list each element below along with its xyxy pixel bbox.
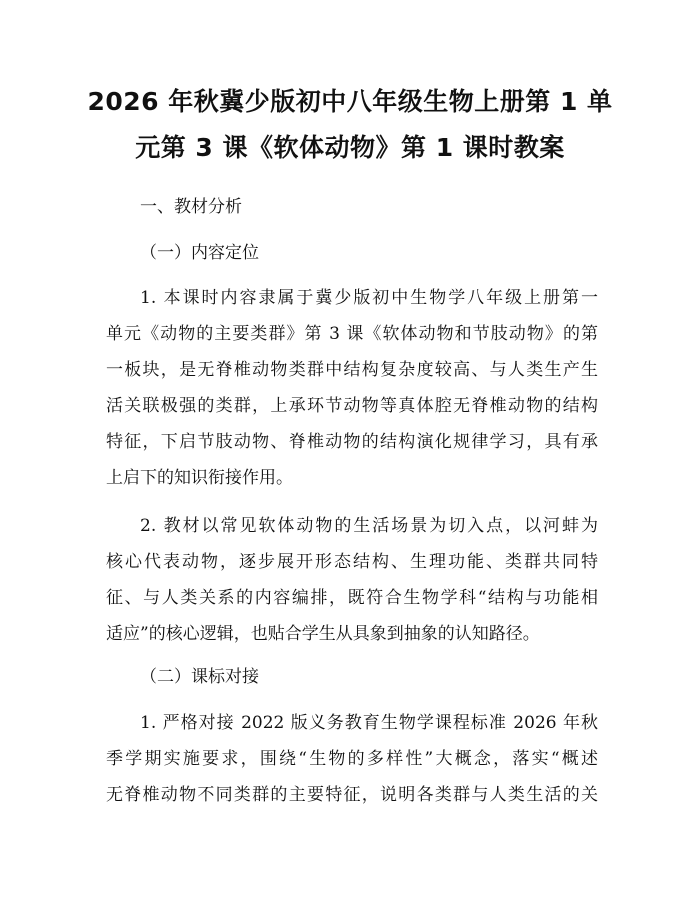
- paragraph-line: 无脊椎动物不同类群的主要特征，说明各类群与人类生活的关: [106, 785, 598, 805]
- paragraph-line: 活关联极强的类群，上承环节动物等真体腔无脊椎动物的结构: [106, 396, 598, 416]
- paragraph-curriculum-alignment-1: [106, 705, 598, 813]
- paragraph-line: 核心代表动物，逐步展开形态结构、生理功能、类群共同特: [106, 552, 598, 572]
- document-title-line-1: 2026 年秋冀少版初中八年级生物上册第 1 单: [87, 87, 613, 116]
- subsection-heading-content-positioning: （一）内容定位: [140, 243, 259, 263]
- paragraph-line: 2. 教材以常见软体动物的生活场景为切入点，以河蚌为: [140, 516, 598, 536]
- paragraph-line: 季学期实施要求，围绕“生物的多样性”大概念，落实“概述: [106, 749, 598, 769]
- paragraph-line: 1. 严格对接 2022 版义务教育生物学课程标准 2026 年秋: [140, 713, 598, 733]
- paragraph-line: 单元《动物的主要类群》第 3 课《软体动物和节肢动物》的第: [106, 324, 598, 344]
- paragraph-content-positioning-2: [106, 508, 598, 652]
- paragraph-content-positioning-1: [106, 280, 598, 496]
- paragraph-line: 征、与人类关系的内容编排，既符合生物学科“结构与功能相: [106, 588, 598, 608]
- paragraph-line: 一板块，是无脊椎动物类群中结构复杂度较高、与人类生产生: [106, 360, 598, 380]
- section-heading-textbook-analysis: 一、教材分析: [140, 197, 242, 217]
- subsection-heading-curriculum-alignment: （二）课标对接: [140, 667, 259, 687]
- paragraph-line: 上启下的知识衔接作用。: [106, 468, 293, 488]
- document-title-line-2: 元第 3 课《软体动物》第 1 课时教案: [135, 133, 565, 162]
- paragraph-line: 特征，下启节肢动物、脊椎动物的结构演化规律学习，具有承: [106, 432, 598, 452]
- paragraph-line: 适应”的核心逻辑，也贴合学生从具象到抽象的认知路径。: [106, 624, 540, 644]
- paragraph-line: 1. 本课时内容隶属于冀少版初中生物学八年级上册第一: [140, 288, 598, 308]
